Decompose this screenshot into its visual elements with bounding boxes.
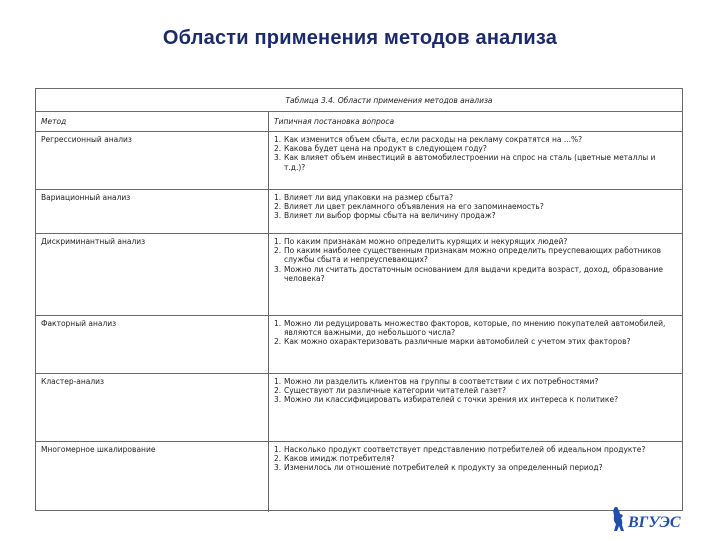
question-item	[274, 237, 677, 246]
question-text: Можно ли классифицировать избирателей с точки зрения их интереса к политике?	[284, 395, 619, 405]
question-number: 2.	[274, 202, 282, 212]
question-text: Каков имидж потребителя?	[284, 454, 395, 464]
question-text: По каким признакам можно определить курящих и некурящих людей?	[284, 237, 568, 246]
question-text: Можно ли считать достаточным основанием для выдачи кредита возраст, доход, образование человека?	[284, 264, 664, 283]
question-text: Насколько продукт соответствует представлению потребителей об идеальном продукте?	[284, 445, 646, 454]
question-text: Какова будет цена на продукт в следующем году?	[284, 144, 487, 154]
question-text: Существуют ли различные категории читателей газет?	[284, 386, 507, 396]
question-text: Изменилось ли отношение потребителей к продукту за определенный период?	[284, 463, 603, 473]
method-cell: Регрессионный анализ	[36, 132, 269, 189]
question-number: 3.	[274, 395, 282, 405]
question-item	[274, 463, 677, 472]
question-item	[274, 144, 677, 153]
question-text: По каким наиболее существенным признакам можно определить преуспевающих работников службы сбыта и непреуспевающих?	[284, 246, 662, 265]
question-number: 1.	[274, 319, 282, 328]
table-row	[36, 374, 682, 442]
question-number: 3.	[274, 463, 282, 473]
question-item	[274, 337, 677, 346]
question-item	[274, 211, 677, 220]
questions-cell	[269, 234, 682, 315]
question-item	[274, 395, 677, 404]
question-number: 1.	[274, 193, 282, 202]
table-row	[36, 316, 682, 374]
question-number: 2.	[274, 386, 282, 396]
methods-table	[35, 88, 683, 511]
logo-text: ВГУЭС	[628, 514, 681, 531]
question-text: Можно ли редуцировать множество факторов, которые, по мнению покупателей автомобилей, являются важными, до небольшого числа?	[284, 319, 666, 338]
table-header-row	[36, 112, 682, 132]
question-text: Влияет ли вид упаковки на размер сбыта?	[284, 193, 454, 202]
question-number: 3.	[274, 264, 282, 274]
method-cell: Факторный анализ	[36, 316, 269, 373]
table-row	[36, 132, 682, 190]
question-number: 2.	[274, 144, 282, 154]
question-item	[274, 377, 677, 386]
question-number: 2.	[274, 246, 282, 256]
question-number: 2.	[274, 454, 282, 464]
slide-title: Области применения методов анализа	[162, 27, 558, 49]
question-number: 1.	[274, 445, 282, 454]
question-number: 3.	[274, 153, 282, 163]
method-cell: Кластер-анализ	[36, 374, 269, 441]
question-item	[274, 135, 677, 144]
question-text: Влияет ли цвет рекламного объявления на его запоминаемость?	[284, 202, 544, 212]
method-cell: Дискриминантный анализ	[36, 234, 269, 315]
question-number: 1.	[274, 377, 282, 386]
questions-cell	[269, 374, 682, 441]
question-text: Как влияет объем инвестиций в автомобилестроении на спрос на сталь (цветные металлы и т.д.)?	[284, 153, 656, 172]
question-item	[274, 265, 677, 283]
table-body	[36, 132, 682, 512]
question-number: 2.	[274, 337, 282, 347]
questions-cell	[269, 316, 682, 373]
question-number: 3.	[274, 211, 282, 221]
column-header-method: Метод	[36, 112, 269, 131]
column-header-question: Типичная постановка вопроса	[274, 117, 395, 126]
university-logo-icon	[610, 506, 690, 534]
question-item	[274, 202, 677, 211]
table-caption: Таблица 3.4. Области применения методов анализа	[36, 89, 682, 112]
questions-cell	[269, 132, 682, 189]
table-row	[36, 442, 682, 512]
method-cell: Многомерное шкалирование	[36, 442, 269, 512]
question-text: Как можно охарактеризовать различные марки автомобилей с учетом этих факторов?	[284, 337, 631, 347]
question-text: Можно ли разделить клиентов на группы в соответствии с их потребностями?	[284, 377, 599, 386]
table-row	[36, 190, 682, 234]
question-item	[274, 153, 677, 171]
question-item	[274, 454, 677, 463]
questions-cell	[269, 190, 682, 233]
question-item	[274, 386, 677, 395]
question-item	[274, 319, 677, 337]
question-item	[274, 445, 677, 454]
questions-cell	[269, 442, 682, 512]
question-number: 1.	[274, 135, 282, 144]
method-cell: Вариационный анализ	[36, 190, 269, 233]
question-item	[274, 246, 677, 264]
question-item	[274, 193, 677, 202]
question-number: 1.	[274, 237, 282, 246]
question-text: Влияет ли выбор формы сбыта на величину продаж?	[284, 211, 496, 221]
question-text: Как изменится объем сбыта, если расходы на рекламу сократятся на ...%?	[284, 135, 583, 144]
table-row	[36, 234, 682, 316]
